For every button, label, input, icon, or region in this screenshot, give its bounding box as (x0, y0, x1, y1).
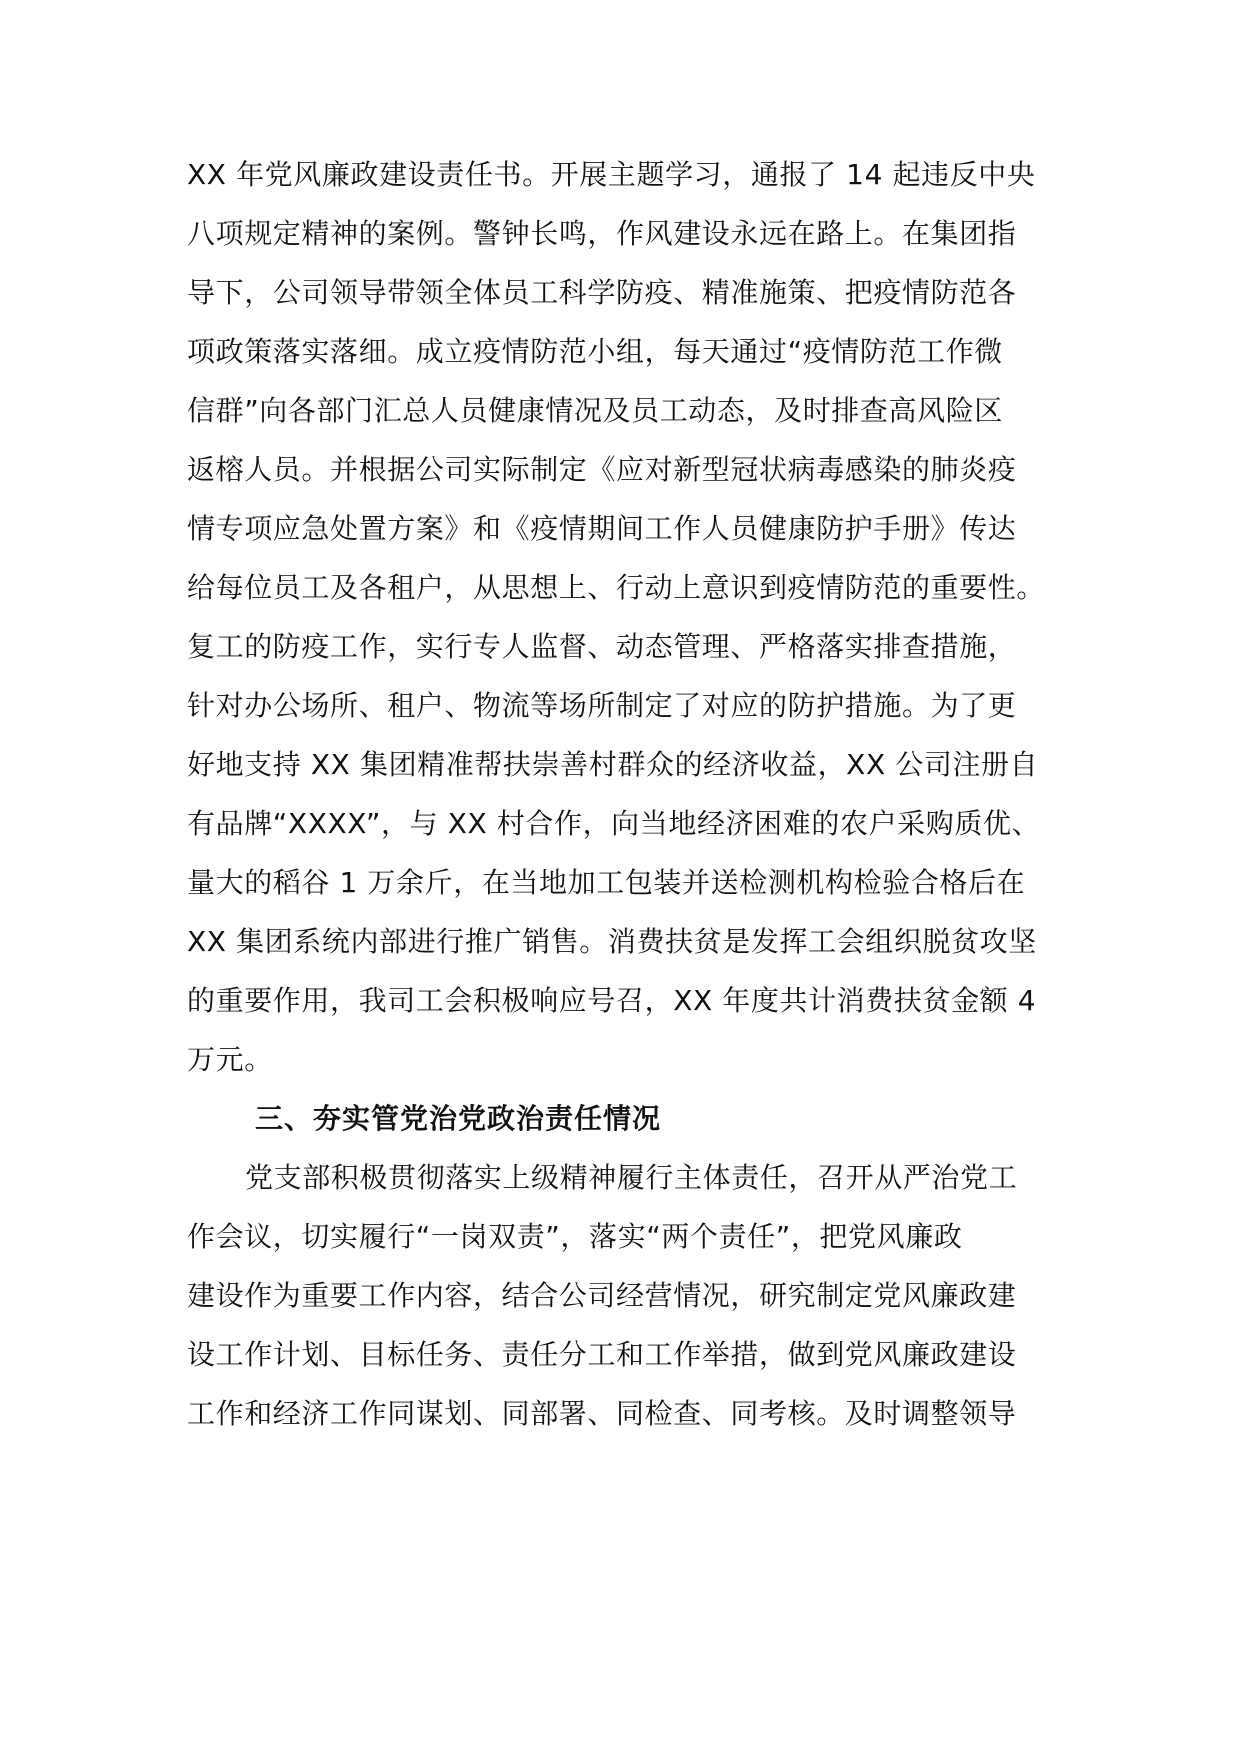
paragraph-2-line: 作会议，切实履行“一岗双责”，落实“两个责任”，把党风廉政 (187, 1220, 963, 1253)
paragraph-1-line: 复工的防疫工作，实行专人监督、动态管理、严格落实排查措施， (187, 630, 1017, 663)
paragraph-1-line: 好地支持 XX 集团精准帮扶崇善村群众的经济收益，XX 公司注册自 (187, 748, 1039, 781)
paragraph-2-line: 设工作计划、目标任务、责任分工和工作举措，做到党风廉政建设 (187, 1338, 1017, 1371)
paragraph-1-line: XX 年党风廉政建设责任书。开展主题学习，通报了 14 起违反中央 (187, 158, 1036, 191)
paragraph-1-line: 返榕人员。并根据公司实际制定《应对新型冠状病毒感染的肺炎疫 (187, 453, 1017, 486)
paragraph-1-line: 情专项应急处置方案》和《疫情期间工作人员健康防护手册》传达 (187, 512, 1017, 545)
paragraph-1-line: 万元。 (187, 1043, 273, 1076)
paragraph-2-line: 建设作为重要工作内容，结合公司经营情况，研究制定党风廉政建 (187, 1279, 1017, 1312)
paragraph-1-line: 量大的稻谷 1 万余斤，在当地加工包装并送检测机构检验合格后在 (187, 866, 1026, 899)
paragraph-1-line: 信群”向各部门汇总人员健康情况及员工动态，及时排查高风险区 (187, 394, 1003, 427)
paragraph-1-line: 给每位员工及各租户，从思想上、行动上意识到疫情防范的重要性。 (187, 571, 1046, 604)
paragraph-1-line: 的重要作用，我司工会积极响应号召，XX 年度共计消费扶贫金额 4 (187, 984, 1037, 1017)
paragraph-1-line: 导下，公司领导带领全体员工科学防疫、精准施策、把疫情防范各 (187, 276, 1017, 309)
paragraph-2-line: 工作和经济工作同谋划、同部署、同检查、同考核。及时调整领导 (187, 1397, 1017, 1430)
paragraph-1-line: 针对办公场所、租户、物流等场所制定了对应的防护措施。为了更 (187, 689, 1017, 722)
paragraph-1-line: 有品牌“XXXX”，与 XX 村合作，向当地经济困难的农户采购质优、 (187, 807, 1041, 840)
paragraph-1-line: XX 集团系统内部进行推广销售。消费扶贫是发挥工会组织脱贫攻坚 (187, 925, 1037, 958)
paragraph-1-line: 项政策落实落细。成立疫情防范小组，每天通过“疫情防范工作微 (187, 335, 1003, 368)
paragraph-2-line: 党支部积极贯彻落实上级精神履行主体责任，召开从严治党工 (245, 1161, 1018, 1194)
section-heading: 三、夯实管党治党政治责任情况 (255, 1102, 662, 1135)
paragraph-1-line: 八项规定精神的案例。警钟长鸣，作风建设永远在路上。在集团指 (187, 217, 1017, 250)
